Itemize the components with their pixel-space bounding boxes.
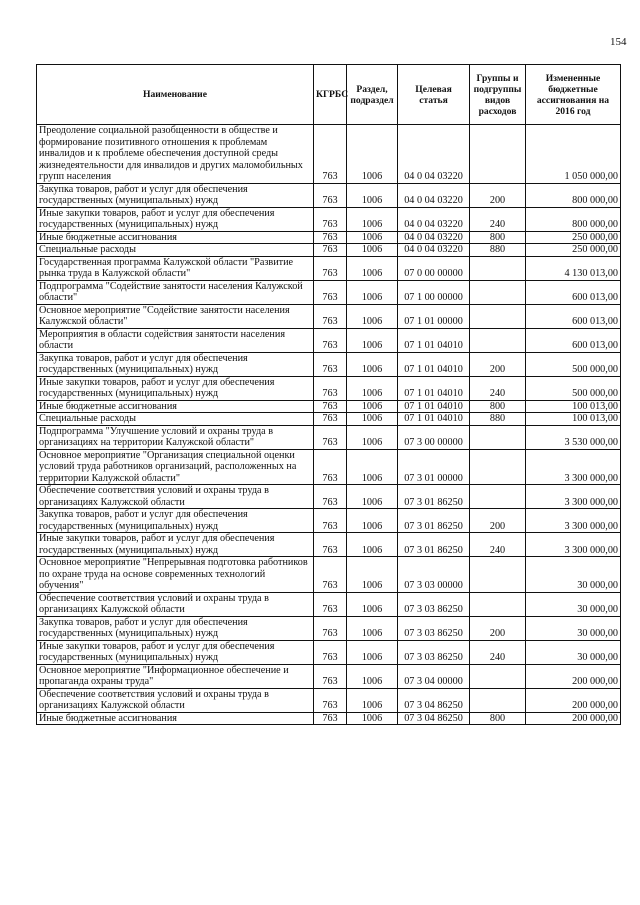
cell-sum: 250 000,00 — [526, 244, 621, 257]
cell-sum: 30 000,00 — [526, 640, 621, 664]
cell-razdel: 1006 — [347, 485, 398, 509]
cell-razdel: 1006 — [347, 183, 398, 207]
cell-name: Государственная программа Калужской области "Развитие рынка труда в Калужской области" — [37, 256, 314, 280]
cell-razdel: 1006 — [347, 413, 398, 426]
cell-kgrbs: 763 — [314, 400, 347, 413]
cell-sum: 3 300 000,00 — [526, 533, 621, 557]
cell-razdel: 1006 — [347, 533, 398, 557]
cell-kgrbs: 763 — [314, 640, 347, 664]
cell-razdel: 1006 — [347, 304, 398, 328]
cell-vid — [470, 449, 526, 485]
cell-kgrbs: 763 — [314, 557, 347, 593]
cell-celevaya: 07 1 01 00000 — [398, 304, 470, 328]
cell-sum: 30 000,00 — [526, 557, 621, 593]
cell-celevaya: 07 3 01 86250 — [398, 485, 470, 509]
cell-razdel: 1006 — [347, 616, 398, 640]
header-sum: Измененные бюджетные ассигнования на 2016 год — [526, 65, 621, 125]
cell-razdel: 1006 — [347, 592, 398, 616]
cell-name: Иные закупки товаров, работ и услуг для обеспечения государственных (муниципальных) нужд — [37, 640, 314, 664]
table-row — [37, 352, 621, 376]
cell-sum: 200 000,00 — [526, 664, 621, 688]
cell-razdel: 1006 — [347, 664, 398, 688]
cell-sum: 250 000,00 — [526, 231, 621, 244]
cell-vid: 880 — [470, 413, 526, 426]
cell-name: Закупка товаров, работ и услуг для обеспечения государственных (муниципальных) нужд — [37, 509, 314, 533]
cell-celevaya: 07 3 01 00000 — [398, 449, 470, 485]
cell-kgrbs: 763 — [314, 485, 347, 509]
cell-name: Специальные расходы — [37, 413, 314, 426]
table-row — [37, 449, 621, 485]
header-kgrbs: КГРБС — [314, 65, 347, 125]
table-row — [37, 533, 621, 557]
cell-sum: 30 000,00 — [526, 592, 621, 616]
cell-celevaya: 07 3 03 86250 — [398, 640, 470, 664]
cell-celevaya: 07 3 04 00000 — [398, 664, 470, 688]
cell-name: Закупка товаров, работ и услуг для обеспечения государственных (муниципальных) нужд — [37, 352, 314, 376]
cell-name: Иные бюджетные ассигнования — [37, 400, 314, 413]
cell-vid — [470, 557, 526, 593]
cell-celevaya: 07 3 01 86250 — [398, 509, 470, 533]
budget-table — [36, 64, 621, 725]
cell-vid — [470, 688, 526, 712]
cell-celevaya: 07 1 01 04010 — [398, 328, 470, 352]
cell-name: Подпрограмма "Содействие занятости населения Калужской области" — [37, 280, 314, 304]
cell-name: Основное мероприятие "Содействие занятости населения Калужской области" — [37, 304, 314, 328]
cell-name: Иные бюджетные ассигнования — [37, 712, 314, 725]
cell-name: Иные бюджетные ассигнования — [37, 231, 314, 244]
table-row — [37, 592, 621, 616]
cell-kgrbs: 763 — [314, 304, 347, 328]
cell-razdel: 1006 — [347, 712, 398, 725]
table-row — [37, 485, 621, 509]
table-row — [37, 712, 621, 725]
cell-vid — [470, 664, 526, 688]
cell-sum: 600 013,00 — [526, 280, 621, 304]
cell-razdel: 1006 — [347, 244, 398, 257]
cell-razdel: 1006 — [347, 400, 398, 413]
cell-sum: 100 013,00 — [526, 413, 621, 426]
cell-name: Иные закупки товаров, работ и услуг для обеспечения государственных (муниципальных) нужд — [37, 533, 314, 557]
cell-kgrbs: 763 — [314, 616, 347, 640]
cell-sum: 100 013,00 — [526, 400, 621, 413]
cell-vid: 800 — [470, 400, 526, 413]
cell-sum: 500 000,00 — [526, 376, 621, 400]
cell-kgrbs: 763 — [314, 509, 347, 533]
cell-celevaya: 04 0 04 03220 — [398, 183, 470, 207]
cell-razdel: 1006 — [347, 425, 398, 449]
cell-vid: 200 — [470, 183, 526, 207]
cell-kgrbs: 763 — [314, 280, 347, 304]
header-name: Наименование — [37, 65, 314, 125]
cell-razdel: 1006 — [347, 376, 398, 400]
cell-name: Закупка товаров, работ и услуг для обеспечения государственных (муниципальных) нужд — [37, 183, 314, 207]
cell-razdel: 1006 — [347, 231, 398, 244]
cell-sum: 800 000,00 — [526, 183, 621, 207]
cell-sum: 3 300 000,00 — [526, 509, 621, 533]
cell-celevaya: 07 1 01 04010 — [398, 352, 470, 376]
cell-kgrbs: 763 — [314, 664, 347, 688]
cell-razdel: 1006 — [347, 557, 398, 593]
cell-vid: 800 — [470, 231, 526, 244]
cell-name: Основное мероприятие "Информационное обеспечение и пропаганда охраны труда" — [37, 664, 314, 688]
cell-vid: 240 — [470, 376, 526, 400]
cell-kgrbs: 763 — [314, 592, 347, 616]
cell-vid: 240 — [470, 207, 526, 231]
cell-razdel: 1006 — [347, 688, 398, 712]
cell-name: Иные закупки товаров, работ и услуг для обеспечения государственных (муниципальных) нужд — [37, 376, 314, 400]
cell-celevaya: 07 1 01 04010 — [398, 413, 470, 426]
cell-razdel: 1006 — [347, 280, 398, 304]
cell-sum: 200 000,00 — [526, 712, 621, 725]
cell-razdel: 1006 — [347, 125, 398, 184]
cell-celevaya: 07 0 00 00000 — [398, 256, 470, 280]
cell-name: Специальные расходы — [37, 244, 314, 257]
cell-celevaya: 07 1 01 04010 — [398, 400, 470, 413]
cell-vid: 880 — [470, 244, 526, 257]
table-row — [37, 207, 621, 231]
table-row — [37, 400, 621, 413]
cell-kgrbs: 763 — [314, 207, 347, 231]
table-row — [37, 256, 621, 280]
cell-sum: 3 530 000,00 — [526, 425, 621, 449]
cell-kgrbs: 763 — [314, 712, 347, 725]
cell-kgrbs: 763 — [314, 376, 347, 400]
table-row — [37, 280, 621, 304]
cell-vid — [470, 256, 526, 280]
cell-vid — [470, 328, 526, 352]
cell-celevaya: 07 3 01 86250 — [398, 533, 470, 557]
cell-celevaya: 07 1 01 04010 — [398, 376, 470, 400]
cell-kgrbs: 763 — [314, 425, 347, 449]
cell-celevaya: 07 3 03 00000 — [398, 557, 470, 593]
cell-celevaya: 07 3 04 86250 — [398, 712, 470, 725]
table-row — [37, 328, 621, 352]
cell-sum: 3 300 000,00 — [526, 485, 621, 509]
cell-vid: 200 — [470, 509, 526, 533]
table-row — [37, 664, 621, 688]
cell-vid: 240 — [470, 640, 526, 664]
cell-razdel: 1006 — [347, 328, 398, 352]
cell-kgrbs: 763 — [314, 328, 347, 352]
cell-vid — [470, 125, 526, 184]
table-row — [37, 376, 621, 400]
cell-celevaya: 07 3 00 00000 — [398, 425, 470, 449]
cell-vid — [470, 425, 526, 449]
cell-kgrbs: 763 — [314, 449, 347, 485]
cell-sum: 600 013,00 — [526, 304, 621, 328]
cell-razdel: 1006 — [347, 509, 398, 533]
cell-sum: 4 130 013,00 — [526, 256, 621, 280]
table-body — [37, 125, 621, 725]
table-row — [37, 688, 621, 712]
cell-vid: 200 — [470, 616, 526, 640]
cell-name: Обеспечение соответствия условий и охраны труда в организациях Калужской области — [37, 592, 314, 616]
cell-vid — [470, 592, 526, 616]
cell-sum: 3 300 000,00 — [526, 449, 621, 485]
header-vid: Группы и подгруппы видов расходов — [470, 65, 526, 125]
cell-razdel: 1006 — [347, 207, 398, 231]
cell-vid: 240 — [470, 533, 526, 557]
cell-razdel: 1006 — [347, 352, 398, 376]
table-row — [37, 509, 621, 533]
cell-celevaya: 07 1 00 00000 — [398, 280, 470, 304]
cell-vid: 800 — [470, 712, 526, 725]
cell-kgrbs: 763 — [314, 231, 347, 244]
cell-celevaya: 04 0 04 03220 — [398, 207, 470, 231]
cell-celevaya: 07 3 03 86250 — [398, 592, 470, 616]
cell-name: Обеспечение соответствия условий и охраны труда в организациях Калужской области — [37, 688, 314, 712]
cell-vid — [470, 304, 526, 328]
table-row — [37, 640, 621, 664]
cell-kgrbs: 763 — [314, 352, 347, 376]
cell-celevaya: 07 3 04 86250 — [398, 688, 470, 712]
cell-razdel: 1006 — [347, 256, 398, 280]
cell-sum: 30 000,00 — [526, 616, 621, 640]
cell-sum: 800 000,00 — [526, 207, 621, 231]
table-row — [37, 304, 621, 328]
cell-celevaya: 04 0 04 03220 — [398, 244, 470, 257]
cell-razdel: 1006 — [347, 449, 398, 485]
header-celevaya: Целевая статья — [398, 65, 470, 125]
page-number: 154 — [610, 36, 627, 48]
cell-sum: 500 000,00 — [526, 352, 621, 376]
cell-sum: 1 050 000,00 — [526, 125, 621, 184]
cell-kgrbs: 763 — [314, 183, 347, 207]
cell-name: Мероприятия в области содействия занятости населения области — [37, 328, 314, 352]
cell-sum: 200 000,00 — [526, 688, 621, 712]
cell-celevaya: 04 0 04 03220 — [398, 231, 470, 244]
cell-celevaya: 07 3 03 86250 — [398, 616, 470, 640]
cell-sum: 600 013,00 — [526, 328, 621, 352]
cell-kgrbs: 763 — [314, 125, 347, 184]
cell-name: Преодоление социальной разобщенности в обществе и формирование позитивного отношения к проблемам инвалидов и к проблеме обеспечения доступной среды жизнедеятельности для инвалидов и других маломобильных групп населения — [37, 125, 314, 184]
table-row — [37, 183, 621, 207]
cell-vid — [470, 485, 526, 509]
table-row — [37, 413, 621, 426]
cell-vid — [470, 280, 526, 304]
cell-razdel: 1006 — [347, 640, 398, 664]
cell-kgrbs: 763 — [314, 244, 347, 257]
cell-name: Обеспечение соответствия условий и охраны труда в организациях Калужской области — [37, 485, 314, 509]
cell-kgrbs: 763 — [314, 533, 347, 557]
table-row — [37, 231, 621, 244]
table-row — [37, 557, 621, 593]
cell-name: Закупка товаров, работ и услуг для обеспечения государственных (муниципальных) нужд — [37, 616, 314, 640]
table-header-row — [37, 65, 621, 125]
cell-kgrbs: 763 — [314, 688, 347, 712]
table-row — [37, 244, 621, 257]
cell-vid: 200 — [470, 352, 526, 376]
cell-kgrbs: 763 — [314, 413, 347, 426]
table-row — [37, 425, 621, 449]
cell-name: Иные закупки товаров, работ и услуг для обеспечения государственных (муниципальных) нужд — [37, 207, 314, 231]
cell-name: Подпрограмма "Улучшение условий и охраны труда в организациях на территории Калужской области" — [37, 425, 314, 449]
cell-celevaya: 04 0 04 03220 — [398, 125, 470, 184]
table-row — [37, 616, 621, 640]
header-razdel: Раздел, подраздел — [347, 65, 398, 125]
table-row — [37, 125, 621, 184]
cell-name: Основное мероприятие "Непрерывная подготовка работников по охране труда на основе современных технологий обучения" — [37, 557, 314, 593]
cell-name: Основное мероприятие "Организация специальной оценки условий труда работников организаций, расположенных на территории Калужской области" — [37, 449, 314, 485]
cell-kgrbs: 763 — [314, 256, 347, 280]
